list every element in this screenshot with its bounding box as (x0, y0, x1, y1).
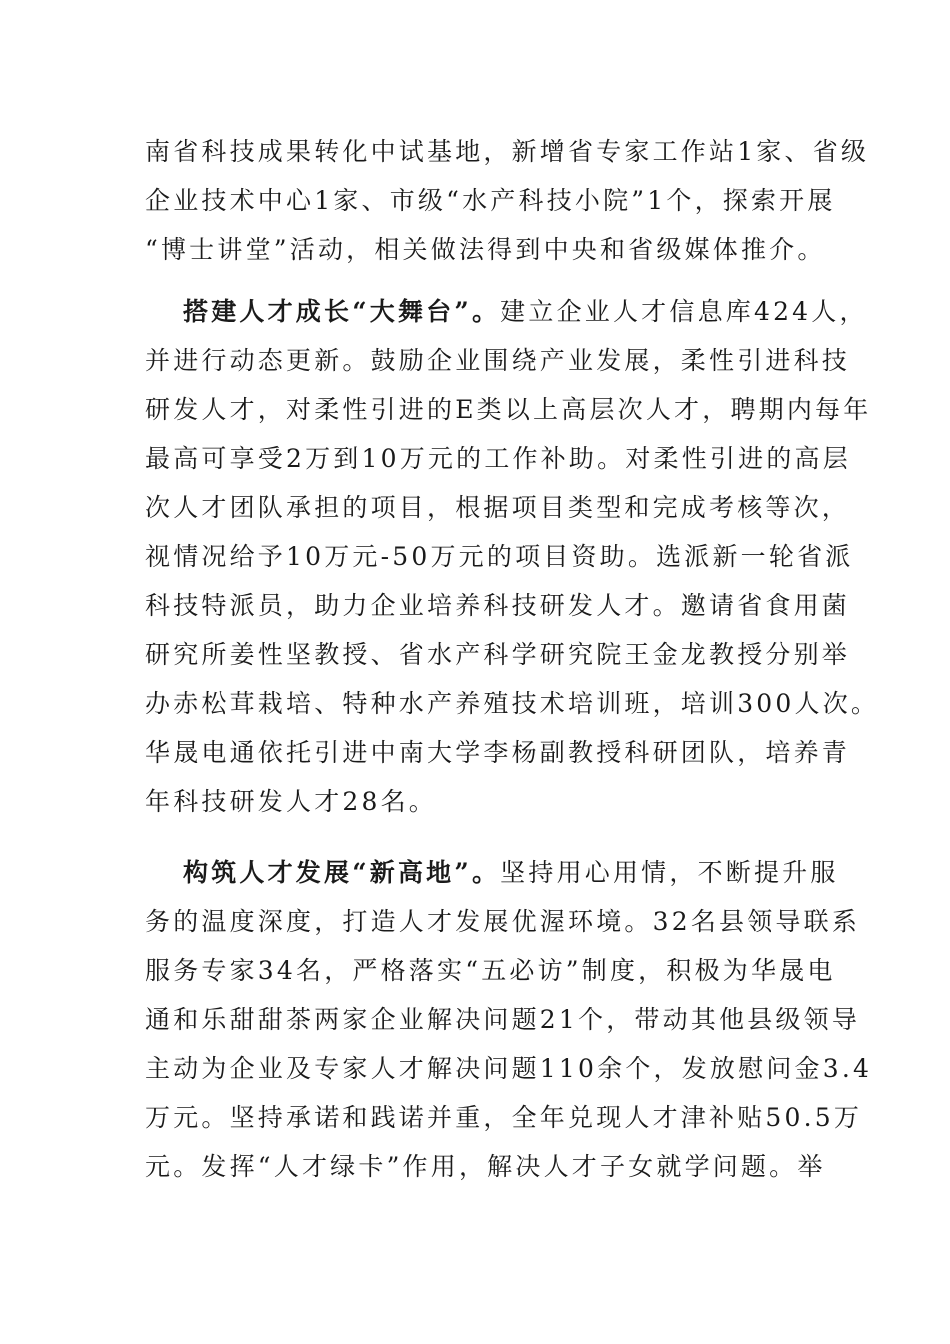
paragraph-2-line: 华晟电通依托引进中南大学李杨副教授科研团队，培养青 (145, 738, 851, 767)
paragraph-2-line: 最高可享受2万到10万元的工作补助。对柔性引进的高层 (145, 444, 851, 473)
paragraph-2-line: 年科技研发人才28名。 (145, 787, 438, 816)
paragraph-3-first-line (183, 849, 839, 897)
paragraph-3-first-line-text: 坚持用心用情，不断提升服 (500, 858, 839, 887)
paragraph-2-line: 科技特派员，助力企业培养科技研发人才。邀请省食用菌 (145, 591, 851, 620)
paragraph-3-line: 务的温度深度，打造人才发展优渥环境。32名县领导联系 (145, 907, 861, 936)
paragraph-3-line: 通和乐甜甜茶两家企业解决问题21个，带动其他县级领导 (145, 1005, 861, 1034)
paragraph-1-line: 南省科技成果转化中试基地，新增省专家工作站1家、省级 (145, 137, 870, 166)
paragraph-3-line: 服务专家34名，严格落实“五必访”制度，积极为华晟电 (145, 956, 836, 985)
paragraph-1-line: 企业技术中心1家、市级“水产科技小院”1个，探索开展 (145, 186, 836, 215)
paragraph-2-line: 次人才团队承担的项目，根据项目类型和完成考核等次， (145, 493, 851, 522)
paragraph-2-line: 研发人才，对柔性引进的E类以上高层次人才，聘期内每年 (145, 395, 872, 424)
paragraph-2-heading: 搭建人才成长“大舞台”。 (183, 297, 501, 326)
paragraph-2-first-line-text: 建立企业人才信息库424人， (500, 297, 868, 326)
paragraph-3-line: 元。发挥“人才绿卡”作用，解决人才子女就学问题。举 (145, 1152, 826, 1181)
paragraph-3-line: 主动为企业及专家人才解决问题110余个，发放慰问金3.4 (145, 1054, 873, 1083)
paragraph-2-line: 办赤松茸栽培、特种水产养殖技术培训班，培训300人次。 (145, 689, 880, 718)
paragraph-2-line: 研究所姜性坚教授、省水产科学研究院王金龙教授分别举 (145, 640, 851, 669)
paragraph-3-line: 万元。坚持承诺和践诺并重，全年兑现人才津补贴50.5万 (145, 1103, 863, 1132)
paragraph-3-heading: 构筑人才发展“新高地”。 (183, 858, 501, 887)
paragraph-1-line: “博士讲堂”活动，相关做法得到中央和省级媒体推介。 (145, 235, 826, 264)
paragraph-2-first-line (183, 288, 868, 336)
paragraph-2-line: 视情况给予10万元-50万元的项目资助。选派新一轮省派 (145, 542, 854, 571)
paragraph-2-line: 并进行动态更新。鼓励企业围绕产业发展，柔性引进科技 (145, 346, 851, 375)
